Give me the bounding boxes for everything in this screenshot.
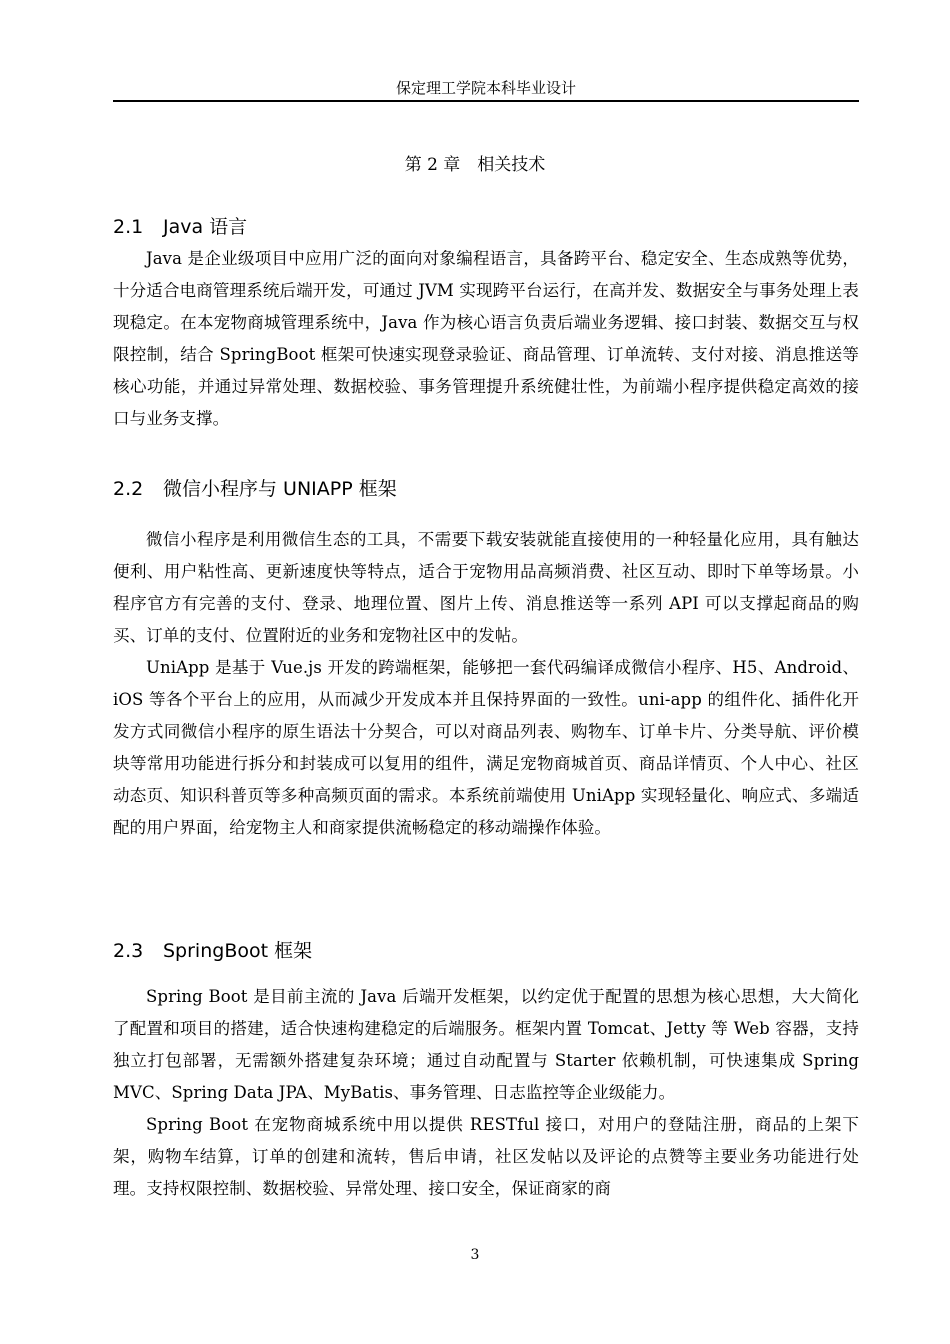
section-heading (113, 476, 859, 502)
section-title: 微信小程序与 UNIAPP 框架 (163, 478, 397, 500)
paragraph: Java 是企业级项目中应用广泛的面向对象编程语言，具备跨平台、稳定安全、生态成熟等优势，十分适合电商管理系统后端开发，可通过 JVM 实现跨平台运行，在高并发、数据安全与事务处理上表现稳定。在本宠物商城管理系统中，Java 作为核心语言负责后端业务逻辑、接口封装、数据交互与权限控制，结合 SpringBoot 框架可快速实现登录验证、商品管理、订单流转、支付对接、消息推送等核心功能，并通过异常处理、数据校验、事务管理提升系统健壮性，为前端小程序提供稳定高效的接口与业务支撑。 (113, 249, 859, 428)
page-header: 保定理工学院本科毕业设计 (395, 79, 576, 97)
section-number: 2.1 (113, 216, 144, 238)
section-2-1 (113, 214, 859, 435)
section-heading (113, 214, 859, 240)
section-title: SpringBoot 框架 (163, 940, 313, 962)
paragraph: Spring Boot 是目前主流的 Java 后端开发框架，以约定优于配置的思想为核心思想，大大简化了配置和项目的搭建，适合快速构建稳定的后端服务。框架内置 Tomcat、Jetty 等 Web 容器，支持独立打包部署，无需额外搭建复杂环境；通过自动配置与 Starter 依赖机制，可快速集成 Spring MVC、Spring Data JPA、MyBatis、事务管理、日志监控等企业级能力。 (113, 987, 859, 1102)
paragraph: Spring Boot 在宠物商城系统中用以提供 RESTful 接口，对用户的登陆注册，商品的上架下架，购物车结算，订单的创建和流转，售后申请，社区发帖以及评论的点赞等主要业务功能进行处理。支持权限控制、数据校验、异常处理、接口安全，保证商家的商 (113, 1115, 859, 1198)
chapter-title: 第 2 章 相关技术 (404, 155, 546, 175)
section-title: Java 语言 (163, 216, 248, 238)
header-divider (113, 100, 859, 102)
paragraph: UniApp 是基于 Vue.js 开发的跨端框架，能够把一套代码编译成微信小程序、H5、Android、iOS 等各个平台上的应用，从而减少开发成本并且保持界面的一致性。uni-app 的组件化、插件化开发方式同微信小程序的原生语法十分契合，可以对商品列表、购物车、订单卡片、分类导航、评价模块等常用功能进行拆分和封装成可以复用的组件，满足宠物商城首页、商品详情页、个人中心、社区动态页、知识科普页等多种高频页面的需求。本系统前端使用 UniApp 实现轻量化、响应式、多端适配的用户界面，给宠物主人和商家提供流畅稳定的移动端操作体验。 (113, 658, 859, 837)
page-number: 3 (470, 1247, 480, 1263)
section-heading (113, 938, 859, 964)
section-number: 2.3 (113, 940, 144, 962)
section-number: 2.2 (113, 478, 144, 500)
paragraph: 微信小程序是利用微信生态的工具，不需要下载安装就能直接使用的一种轻量化应用，具有触达便利、用户粘性高、更新速度快等特点，适合于宠物用品高频消费、社区互动、即时下单等场景。小程序官方有完善的支付、登录、地理位置、图片上传、消息推送等一系列 API 可以支撑起商品的购买、订单的支付、位置附近的业务和宠物社区中的发帖。 (113, 530, 859, 645)
section-2-2 (113, 476, 859, 844)
section-2-3 (113, 938, 859, 1205)
